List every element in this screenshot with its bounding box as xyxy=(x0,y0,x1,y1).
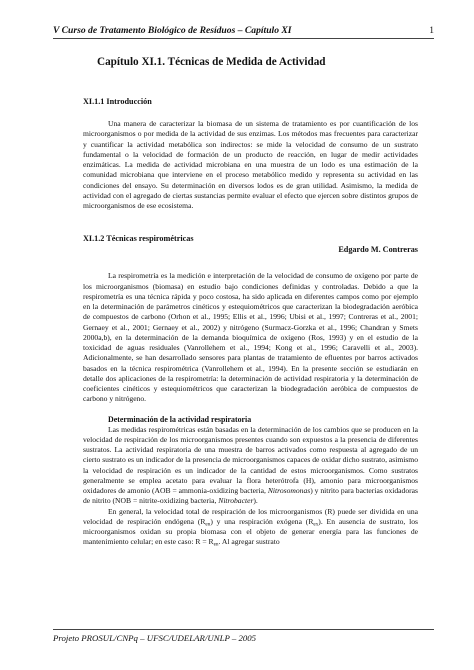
page-number: 1 xyxy=(429,26,434,36)
text-segment: ) y una respiración exógena (R xyxy=(210,516,314,526)
text-segment: . Al agregar sustrato xyxy=(218,537,280,547)
subheading-determination: Determinación de la actividad respiratoria xyxy=(108,414,252,424)
subscript-en: en xyxy=(213,541,219,548)
author-name: Edgardo M. Contreras xyxy=(338,245,418,255)
text-segment: ). En ausencia de sustrato, los microorganismos oxidan su propia biomasa con el objeto de generar energía para las funciones de mantenimiento celular; en este caso: R = R xyxy=(83,516,418,547)
text-segment: Las medidas respirométricas están basadas en la determinación de los cambios que se producen en la velocidad de respiración de los microorganismos presentes cuando son expuestos a la presencia de diferentes sustratos. La actividad respiratoria de una muestra de barros activados como respuesta al agregado de un cierto sustrato es un indicador de la presencia de microorganismos capaces de oxidar dicho sustrato, asimismo la velocidad de respiración es un indicador de la cantidad de estos microorganismos. Como sustratos generalmente se emplea acetato para evaluar la flora heterótrofa (H), amonio para microorganismos oxidadores de amonio (AOB = ammonia-oxidizing bacteria, xyxy=(83,424,418,495)
footer-text: Projeto PROSUL/CNPq – UFSC/UDELAR/UNLP – 2005 xyxy=(53,633,257,643)
section-heading-respirometric: XI.1.2 Técnicas respirométricas xyxy=(83,234,194,244)
italic-genus-nitrobacter: Nitrobacter xyxy=(218,496,254,506)
page-body xyxy=(83,55,418,548)
subscript-en: en xyxy=(205,521,211,528)
paragraph-respirometric: La respirometría es la medición e interpretación de la velocidad de consumo de oxígeno por parte de los microorganismos (biomasa) en estudio bajo condiciones definidas y controladas. Debido a que la respirometría es una técnica rápida y poco costosa, ha sido aplicada en diferentes campos como por ejemplo en la determinación de parámetros cinéticos y estequiométricos que caracterizan la biodegradación aeróbica de compuestos de carbono (Orhon et al., 1995; Ellis et al., 1996; Ubisi et al., 1997; Contreras et al., 2001; Gernaey et al., 2001; Gernaey et al., 2002) y nitrógeno (Surmacz-Gorzka et al., 1996; Chandran y Smets 2000a,b), en la determinación de la demanda bioquímica de oxígeno (Ros, 1993) y en el estudio de la toxicidad de aguas residuales (Vanrollehem et al., 1994; Kong et al., 1996; Caravelli et al., 2003). Adicionalmente, se han desarrollado sensores para plantas de tratamiento de efluentes por barros activados basados en la técnica respirométrica (Vanrollehem et al., 1994). En la presente sección se estudiarán en detalle dos aplicaciones de la respirometría: la determinación de actividad respiratoria y la determinación de coeficientes cinéticos y estequiométricos que caracterizan la biodegradación aeróbica de compuestos de carbono y nitrógeno. xyxy=(83,271,418,404)
paragraph-determination-2 xyxy=(83,507,418,548)
header-title: V Curso de Tratamento Biológico de Resíduos – Capítulo XI xyxy=(53,25,292,36)
section-heading-intro: XI.1.1 Introducción xyxy=(83,97,152,106)
running-header xyxy=(53,25,434,39)
subscript-ex: ex xyxy=(313,521,319,528)
page-footer xyxy=(53,629,434,643)
text-segment: ) y nitrito para bacterias oxidadoras de nitrito (NOB = nitrite-oxidizing bacteria, xyxy=(83,486,418,506)
text-segment: En general, la velocidad total de respiración de los microorganismos (R) puede ser dividida en una velocidad de respiración endógena (R xyxy=(83,506,418,526)
text-segment: ). xyxy=(253,496,258,506)
italic-genus-nitrosomonas: Nitrosomonas xyxy=(267,486,311,495)
paragraph-determination-1 xyxy=(83,425,418,507)
chapter-title: Capítulo XI.1. Técnicas de Medida de Actividad xyxy=(97,56,326,68)
paragraph-intro: Una manera de caracterizar la biomasa de un sistema de tratamiento es por cuantificación de los microorganismos o por medida de la actividad de sus enzimas. Los métodos mas frecuentes para caracterizar y cuantificar la actividad metabólica son indirectos: se mide la velocidad de consumo de un sustrato fundamental o la velocidad de formación de un producto de reacción, en lugar de medir actividades enzimáticas. La medida de actividad microbiana en una muestra de un lodo es una estimación de la comunidad microbiana que interviene en el proceso metabólico medido y representa su actividad en las condiciones del ensayo. Su determinación en diversos lodos es de gran utilidad. Asimismo, la medida de actividad con el agregado de ciertas sustancias permite evaluar el efecto que ejercen sobre distintos grupos de microorganismos de ese ecosistema. xyxy=(83,119,418,210)
